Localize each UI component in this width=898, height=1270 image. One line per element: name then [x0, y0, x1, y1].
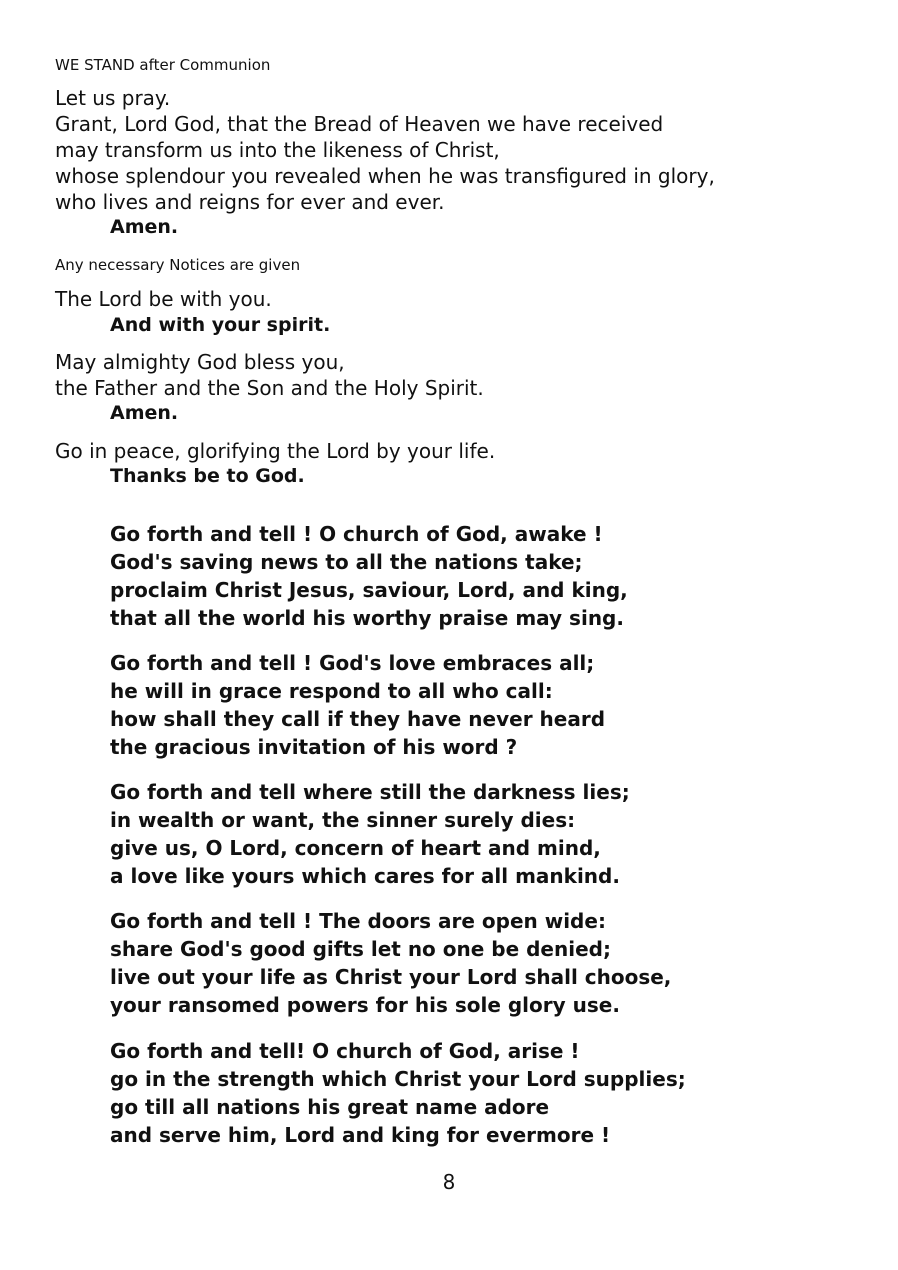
hymn-line: God's saving news to all the nations take;: [110, 550, 583, 574]
hymn-line: Go forth and tell! O church of God, arise !: [110, 1039, 580, 1063]
hymn-line: your ransomed powers for his sole glory use.: [110, 993, 620, 1017]
hymn-line: a love like yours which cares for all mankind.: [110, 864, 620, 888]
hymn-line: Go forth and tell ! God's love embraces all;: [110, 651, 595, 675]
prayer-line: who lives and reigns for ever and ever.: [55, 190, 445, 214]
prayer-line: may transform us into the likeness of Christ,: [55, 138, 500, 162]
hymn-line: live out your life as Christ your Lord shall choose,: [110, 965, 672, 989]
blessing-response: Amen.: [110, 402, 179, 424]
hymn-line: in wealth or want, the sinner surely dies:: [110, 808, 576, 832]
hymn-line: how shall they call if they have never heard: [110, 707, 606, 731]
hymn-line: go till all nations his great name adore: [110, 1095, 550, 1119]
page-number: 8: [442, 1170, 456, 1194]
hymn-line: and serve him, Lord and king for evermore !: [110, 1123, 611, 1147]
hymn-line: Go forth and tell ! The doors are open wide:: [110, 909, 606, 933]
hymn-line: Go forth and tell ! O church of God, awake !: [110, 522, 603, 546]
greeting-response: And with your spirit.: [110, 314, 331, 336]
prayer-line: Grant, Lord God, that the Bread of Heaven we have received: [55, 112, 664, 136]
blessing-line: the Father and the Son and the Holy Spirit.: [55, 376, 484, 400]
greeting-line: The Lord be with you.: [55, 287, 272, 311]
prayer-line: Let us pray.: [55, 86, 171, 110]
hymn-line: that all the world his worthy praise may sing.: [110, 606, 624, 630]
prayer-response: Amen.: [110, 216, 179, 238]
hymn-line: give us, O Lord, concern of heart and mind,: [110, 836, 601, 860]
rubric-stand: WE STAND after Communion: [55, 56, 271, 74]
hymn-line: proclaim Christ Jesus, saviour, Lord, and king,: [110, 578, 628, 602]
prayer-line: whose splendour you revealed when he was transfigured in glory,: [55, 164, 715, 188]
hymn-line: go in the strength which Christ your Lord supplies;: [110, 1067, 686, 1091]
hymn-line: he will in grace respond to all who call:: [110, 679, 553, 703]
dismissal-response: Thanks be to God.: [110, 465, 305, 487]
rubric-notices: Any necessary Notices are given: [55, 256, 301, 274]
hymn-line: share God's good gifts let no one be denied;: [110, 937, 611, 961]
hymn-line: Go forth and tell where still the darkness lies;: [110, 780, 630, 804]
hymn-line: the gracious invitation of his word ?: [110, 735, 518, 759]
dismissal-line: Go in peace, glorifying the Lord by your life.: [55, 439, 496, 463]
blessing-line: May almighty God bless you,: [55, 350, 345, 374]
